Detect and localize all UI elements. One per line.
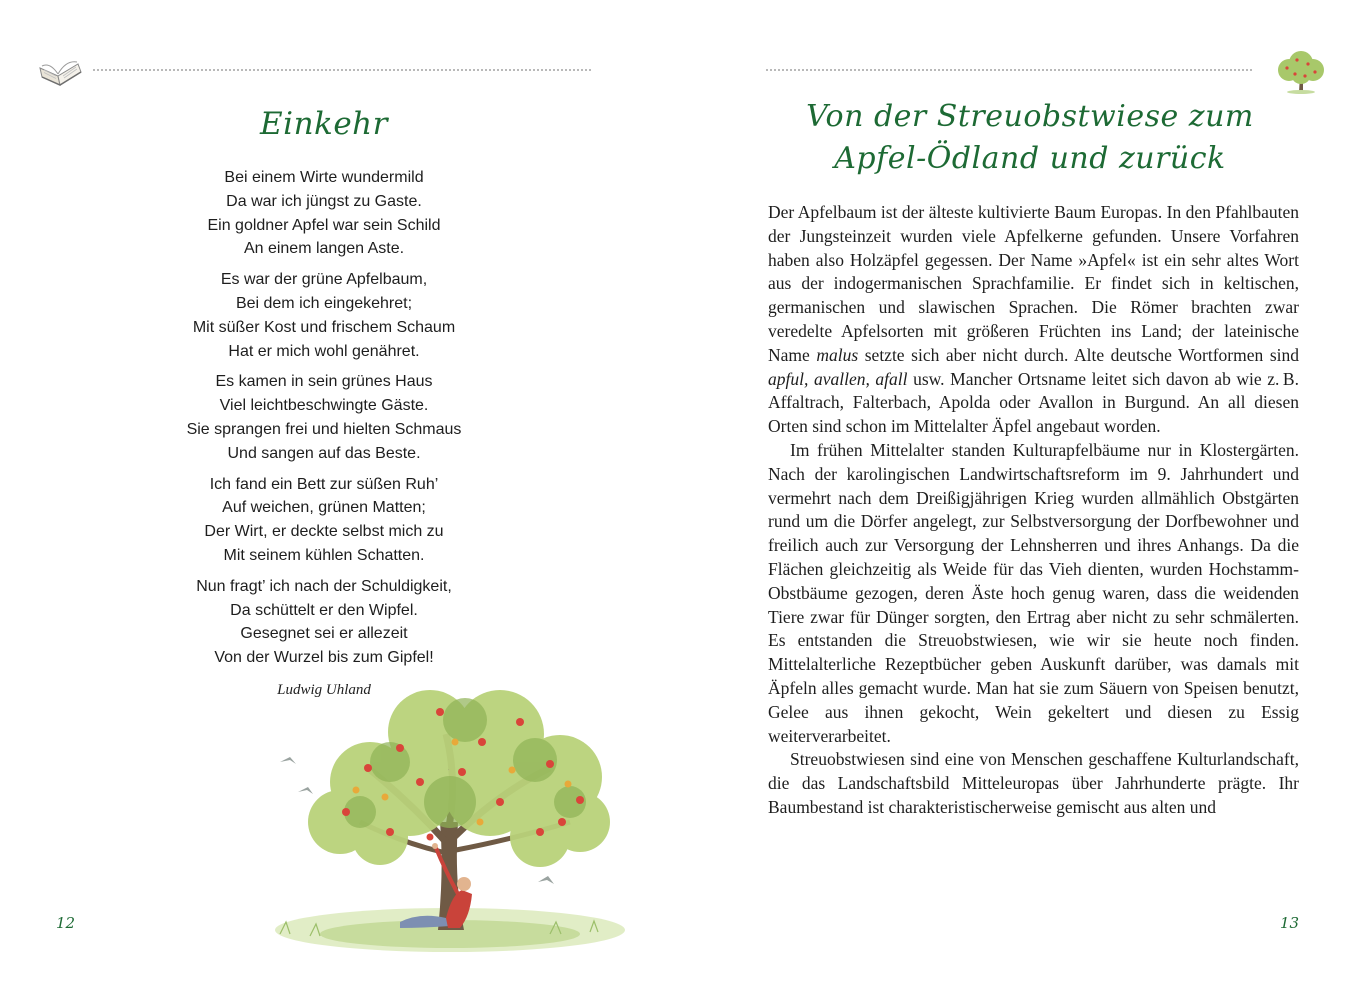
text-run: Der Apfelbaum ist der älteste kultivierte Baum Europas. In den Pfahlbauten der Jungsteinzeit wurden viele Apfelkerne gefunden. Unsere Vorfahren haben also Holzäpfel gegessen. Der Name »Apfel« ist ein sehr altes Wort aus der indogermanischen Sprachfamilie. Er findet sich in keltischen, germanischen und slawischen Sprachen. Die Römer brachten zwar veredelte Apfelsorten mit größeren Früchten ins Land; der lateinische Name [768,202,1299,365]
text-run: setzte sich aber nicht durch. Alte deutsche Wortformen sind [858,344,1299,365]
poem-line: Nun fragt’ ich nach der Schuldigkeit, [196,577,452,595]
article-paragraph [768,439,1299,748]
open-book-icon [36,52,84,88]
text-run: Streuobstwiesen sind eine von Menschen geschaffene Kulturlandschaft, die das Landschaftsbild Mitteleuropas über Jahrhunderte prägte. Ihr Baumbestand ist charakteristischerweise gemischt aus alten und [768,749,1299,817]
italic-term: malus [816,344,859,365]
poem-stanza [124,268,524,363]
poem-line: Auf weichen, grünen Matten; [222,499,426,517]
text-run: usw. Mancher Ortsname leitet sich davon ab wie z. B. Affaltrach, Falterbach, Apolda oder Avallon in Burgund. An all diesen Orten sind schon im Mittelalter Äpfel angebaut worden. [768,368,1299,437]
poem-line: Es war der grüne Apfelbaum, [220,271,428,289]
poem-line: Ein goldner Apfel war sein Schild [207,216,441,234]
poem-title: Einkehr [260,106,388,142]
poem-line: Viel leichtbeschwingte Gäste. [219,397,429,415]
article-paragraph [768,748,1299,819]
header-dotted-rule [766,69,1252,71]
poem-line: Mit seinem kühlen Schatten. [223,546,425,564]
header-dotted-rule [93,69,591,71]
poem-line: Und sangen auf das Beste. [227,444,421,462]
poem-line: Bei dem ich eingekehret; [235,294,413,312]
poem-stanza [124,166,524,261]
right-page [679,0,1358,992]
text-run: Im frühen Mittelalter standen Kulturapfelbäume nur in Klostergärten. Nach der karolingischen Landwirtschaftsreform im 9. Jahrhundert und vermehrt nach dem Dreißigjährigen Krieg wurden allmählich Obstgärten rund um die Dörfer angelegt, zur Selbstversorgung der Dorfbewohner und freilich auch zur Versorgung der Lehnsherren und ihres Anhangs. Da die Flächen gleichzeitig als Weide für das Vieh dienten, wurden Hochstamm-Obstbäume gezogen, deren Äste hoch genug waren, dass die weidenden Tiere zwar für Dünger sorgten, den Ertrag aber nicht zu sehr schmälerten. Es entstanden die Streuobstwiesen, wie wir sie heute noch finden. Mittelalterliche Rezeptbücher geben Auskunft darüber, was damals mit Äpfeln alles gemacht wurde. Man hat sie zum Säuern von Speisen benutzt, Gelee aus ihnen gekocht, Wein gekeltert und diesen zu Essig weiterverarbeitet. [768,439,1299,746]
poem-line: Mit süßer Kost und frischem Schaum [192,318,456,336]
apple-tree-icon [1275,50,1327,94]
poem [124,166,524,677]
article-title-line-1: Von der Streuobstwiese zum [806,99,1254,134]
poem-line: Es kamen in sein grünes Haus [215,373,433,391]
poem-line: Gesegnet sei er allezeit [240,625,408,643]
poem-stanza [124,473,524,568]
italic-term: apful, avallen, afall [768,368,908,389]
poem-line: Da schüttelt er den Wipfel. [230,601,418,619]
poem-line: Von der Wurzel bis zum Gipfel! [214,649,434,667]
article-title [789,96,1271,180]
page-number: 12 [56,914,76,932]
article-title-line-2: Apfel-Ödland und zurück [834,141,1226,176]
page-number: 13 [1280,914,1300,932]
article-paragraph [768,201,1299,439]
article-body [768,201,1299,820]
poem-line: Sie sprangen frei und hielten Schmaus [186,420,462,438]
poem-line: Da war ich jüngst zu Gaste. [226,192,422,210]
poem-line: An einem langen Aste. [243,240,405,258]
poem-line: Bei einem Wirte wundermild [224,169,424,186]
poem-line: Hat er mich wohl genähret. [228,342,420,360]
apple-tree-illustration [250,672,630,962]
poem-stanza [124,575,524,670]
poem-line: Der Wirt, er deckte selbst mich zu [204,523,444,541]
poem-line: Ich fand ein Bett zur süßen Ruh’ [209,475,439,493]
poem-author: Ludwig Uhland [277,682,371,698]
poem-stanza [124,370,524,465]
